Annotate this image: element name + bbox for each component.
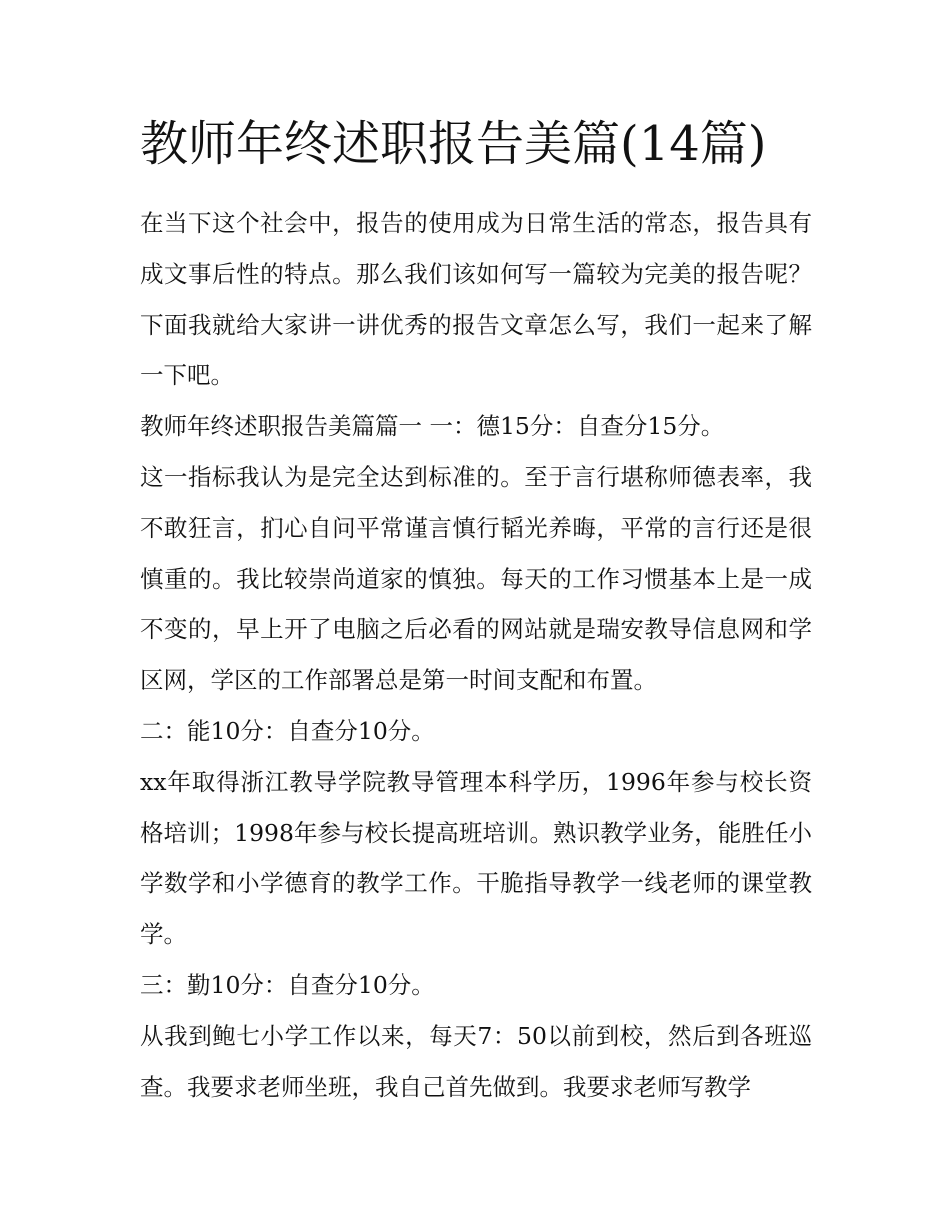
section-heading-2: 二：能10分：自查分10分。 — [140, 716, 435, 745]
section-heading-3: 三：勤10分：自查分10分。 — [140, 970, 435, 999]
document-page — [140, 112, 812, 1112]
body-paragraph: 这一指标我认为是完全达到标准的。至于言行堪称师德表率，我不敢狂言，扪心自问平常谨言慎行韬光养晦，平常的言行还是很慎重的。我比较崇尚道家的慎独。每天的工作习惯基本上是一成不变的，早上开了电脑之后必看的网站就是瑞安教导信息网和学区网，学区的工作部署总是第一时间支配和布置。 — [140, 462, 812, 695]
body-paragraph: 从我到鲍七小学工作以来，每天7：50以前到校，然后到各班巡查。我要求老师坐班，我自己首先做到。我要求老师写教学 — [140, 1021, 812, 1101]
intro-paragraph: 在当下这个社会中，报告的使用成为日常生活的常态，报告具有成文事后性的特点。那么我们该如何写一篇较为完美的报告呢？下面我就给大家讲一讲优秀的报告文章怎么写，我们一起来了解一下吧。 — [140, 209, 812, 390]
body-paragraph: xx年取得浙江教导学院教导管理本科学历，1996年参与校长资格培训；1998年参与校长提高班培训。熟识教学业务，能胜任小学数学和小学德育的教学工作。干脆指导教学一线老师的课堂教学。 — [140, 767, 812, 949]
document-body — [140, 198, 812, 1112]
document-title: 教师年终述职报告美篇(14篇) — [140, 116, 767, 172]
section-heading-1: 教师年终述职报告美篇篇一 一：德15分：自查分15分。 — [140, 412, 725, 441]
